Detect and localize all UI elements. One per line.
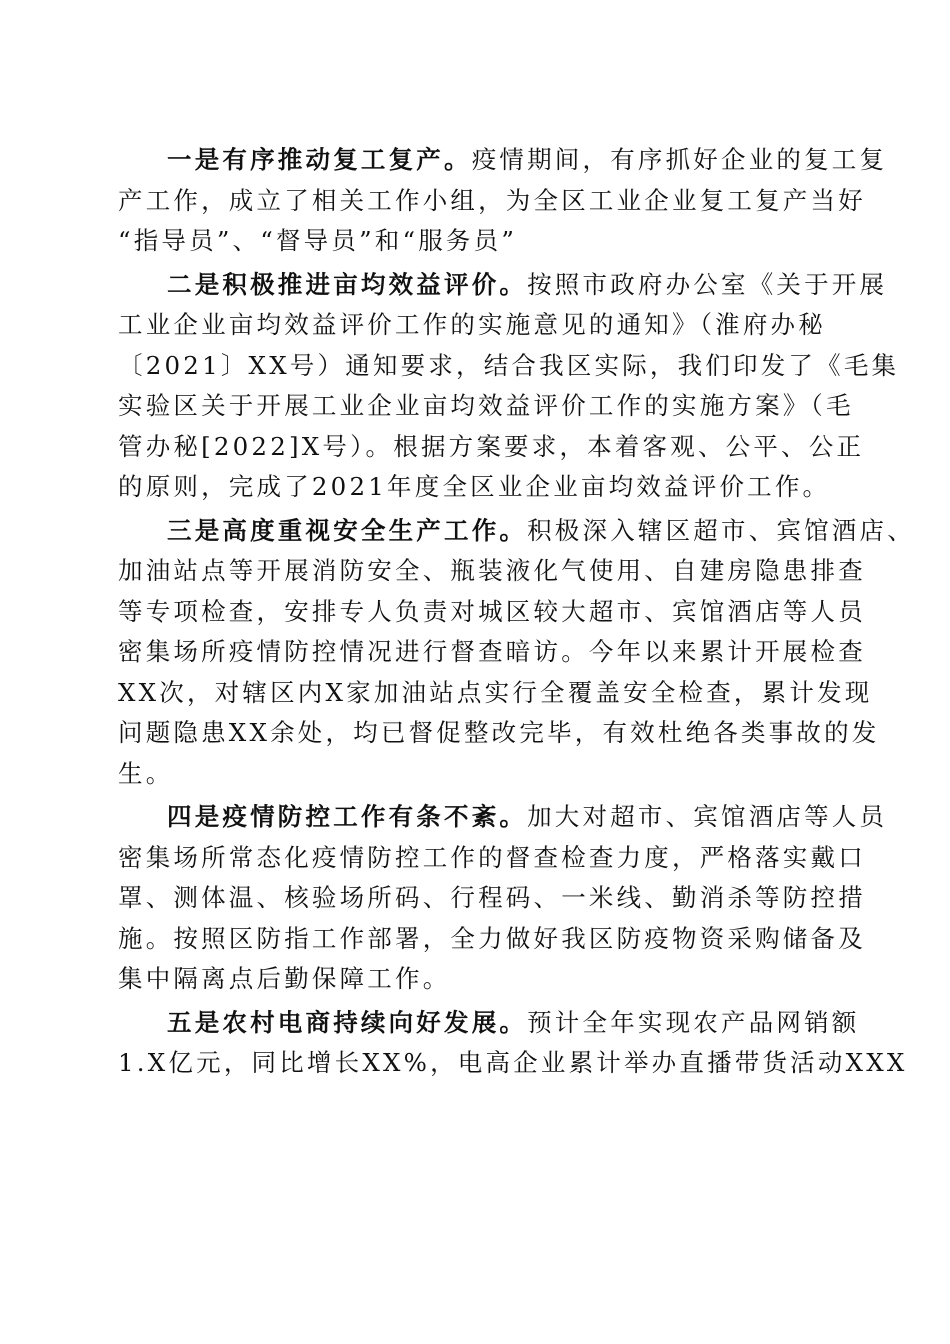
paragraph-line: 罩、测体温、核验场所码、行程码、一米线、勤消杀等防控措 [118,883,866,912]
document-page [118,140,915,1086]
paragraph-text: 按照市政府办公室《关于开展 [527,269,888,299]
paragraph-line: XX次，对辖区内X家加油站点实行全覆盖安全检查，累计发现 [118,677,873,707]
paragraph-rural-ecommerce [118,1003,908,1084]
paragraph-lead: 二是积极推进亩均效益评价。 [167,269,528,299]
paragraph-lead: 五是农村电商持续向好发展。 [167,1007,528,1037]
paragraph-lead: 四是疫情防控工作有条不紊。 [167,802,528,831]
paragraph-epidemic-control [118,797,888,1000]
paragraph-line [118,1003,860,1044]
paragraph-line: 生。 [118,758,174,788]
paragraph-line: 工业企业亩均效益评价工作的实施意见的通知》（淮府办秘 [118,310,826,339]
paragraph-safety-production [118,511,915,795]
paragraph-line: 问题隐患XX余处，均已督促整改完毕，有效杜绝各类事故的发 [118,718,880,747]
paragraph-line: 密集场所疫情防控情况进行督查暗访。今年以来累计开展检查 [118,637,866,666]
paragraph-line [118,140,888,181]
paragraph-text: 积极深入辖区超市、宾馆酒店、 [527,515,915,545]
paragraph-line: “指导员”、“督导员”和“服务员” [118,226,518,255]
paragraph-line: 等专项检查，安排专人负责对城区较大超市、宾馆酒店等人员 [118,596,866,626]
paragraph-text: 加大对超市、宾馆酒店等人员 [527,802,888,831]
paragraph-line [118,265,888,306]
paragraph-lead: 一是有序推动复工复产。 [167,145,472,174]
paragraph-line: 的原则，完成了2021年度全区业企业亩均效益评价工作。 [118,472,831,501]
paragraph-line: 密集场所常态化疫情防控工作的督查检查力度，严格落实戴口 [118,842,866,872]
paragraph-text: 预计全年实现农产品网销额 [527,1007,860,1037]
paragraph-resume-production [118,140,888,262]
paragraph-line: 管办秘[2022]X号）。根据方案要求，本着客观、公平、公正 [118,431,865,461]
paragraph-line: 产工作，成立了相关工作小组，为全区工业企业复工复产当好 [118,185,866,215]
paragraph-line [118,511,915,552]
paragraph-line: 集中隔离点后勤保障工作。 [118,964,451,993]
paragraph-line: 1.X亿元，同比增长XX%，电高企业累计举办直播带货活动XXX [118,1048,908,1077]
paragraph-lead: 三是高度重视安全生产工作。 [167,515,528,545]
paragraph-line: 实验区关于开展工业企业亩均效益评价工作的实施方案》（毛 [118,391,854,420]
paragraph-line [118,797,888,838]
paragraph-line: 施。按照区防指工作部署，全力做好我区防疫物资采购储备及 [118,923,866,953]
paragraph-line: 加油站点等开展消防安全、瓶装液化气使用、自建房隐患排查 [118,556,866,585]
paragraph-line: 〔2021〕XX号）通知要求，结合我区实际，我们印发了《毛集 [118,350,900,380]
paragraph-efficiency-evaluation [118,265,900,508]
paragraph-text: 疫情期间，有序抓好企业的复工复 [471,145,888,174]
